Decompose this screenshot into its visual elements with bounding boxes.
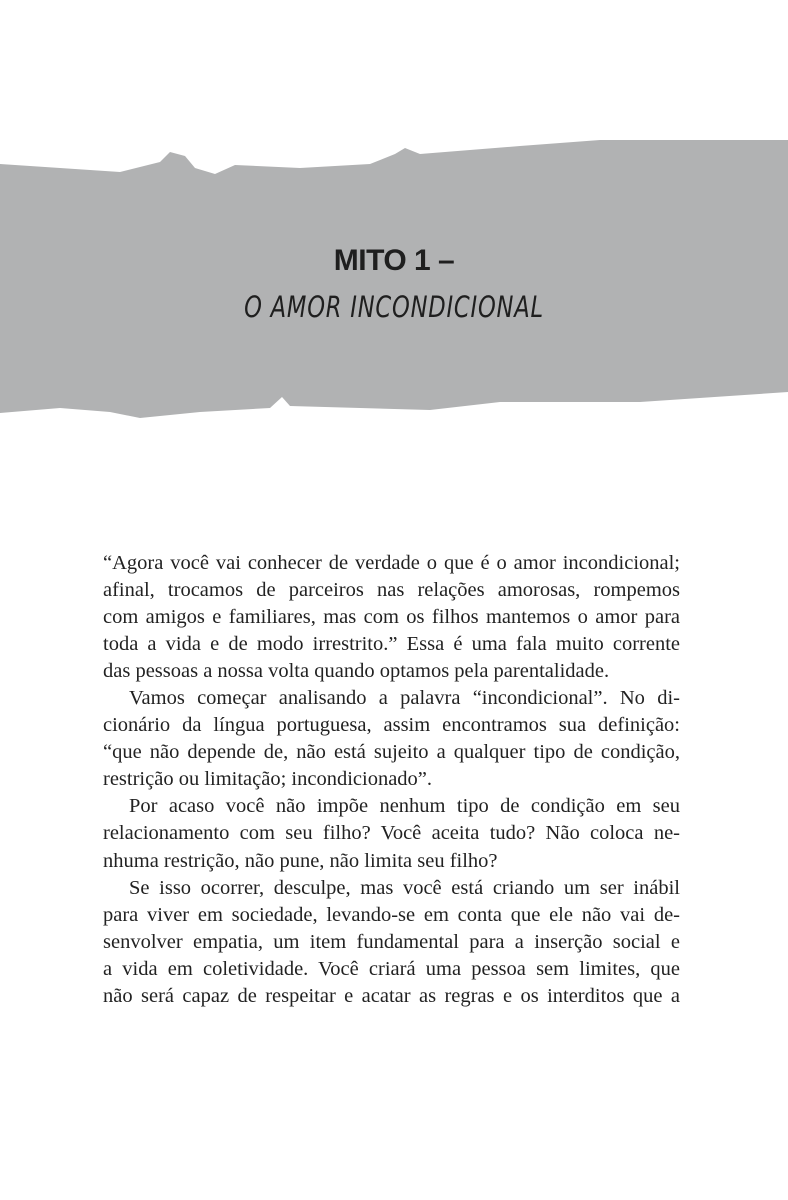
text-line: com amigos e familiares, mas com os filhos mantemos o amor para [103, 606, 680, 629]
text-line: para viver em sociedade, levando-se em conta que ele não vai de- [103, 903, 680, 926]
text-line: senvolver empatia, um item fundamental para a inserção social e [103, 930, 680, 953]
text-line: Por acaso você não impõe nenhum tipo de condição em seu [129, 795, 680, 818]
text-line: restrição ou limitação; incondicionado”. [103, 768, 433, 791]
text-line: a vida em coletividade. Você criará uma pessoa sem limites, que [103, 957, 680, 980]
text-line: afinal, trocamos de parceiros nas relações amorosas, rompemos [103, 579, 680, 602]
chapter-heading-number: MITO 1 – [333, 244, 455, 277]
text-line: das pessoas a nossa volta quando optamos pela parentalidade. [103, 660, 610, 683]
chapter-heading-title: O AMOR INCONDICIONAL [244, 290, 544, 324]
text-line: relacionamento com seu filho? Você aceita tudo? Não coloca ne- [103, 822, 680, 845]
text-line: Se isso ocorrer, desculpe, mas você está criando um ser inábil [129, 876, 680, 899]
text-line: toda a vida e de modo irrestrito.” Essa é uma fala muito corrente [103, 633, 680, 656]
text-line: Vamos começar analisando a palavra “incondicional”. No di- [129, 687, 680, 710]
text-line: “que não depende de, não está sujeito a qualquer tipo de condição, [103, 741, 680, 764]
text-line: “Agora você vai conhecer de verdade o que é o amor incondicional; [103, 552, 680, 574]
body-text [103, 550, 680, 1010]
text-line: nhuma restrição, não pune, não limita seu filho? [103, 849, 498, 872]
text-line: cionário da língua portuguesa, assim encontramos sua definição: [103, 714, 680, 737]
text-line: não será capaz de respeitar e acatar as regras e os interditos que a [103, 984, 680, 1007]
